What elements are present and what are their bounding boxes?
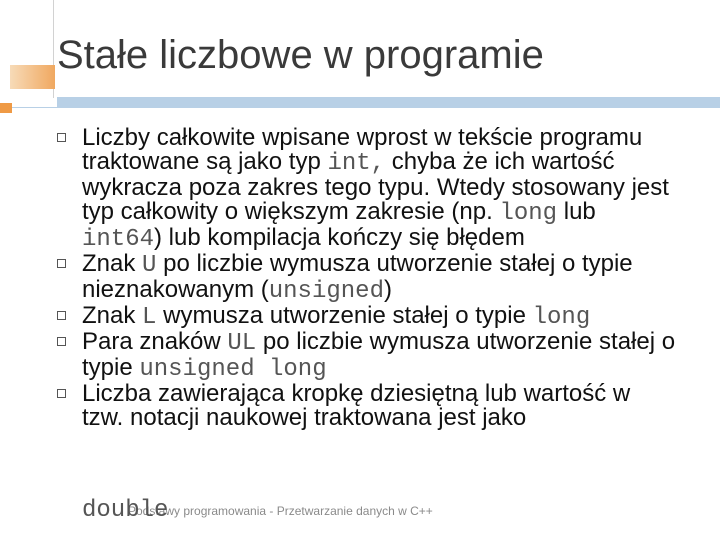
code-keyword: int64 — [82, 226, 155, 253]
square-bullet-icon — [57, 389, 66, 398]
bullet-item — [57, 252, 677, 304]
code-keyword: int, — [327, 150, 386, 177]
code-keyword: unsigned — [268, 278, 384, 305]
bullet-text — [82, 250, 633, 303]
text-run: Para znaków — [82, 328, 228, 355]
text-run: po liczbie wymusza utworzenie stałej o typie nieznakowanym ( — [82, 250, 633, 303]
bullet-item — [57, 304, 677, 330]
text-run: Liczba zawierająca kropkę dziesiętną lub wartość w tzw. notacji naukowej traktowana jest jako — [82, 380, 631, 431]
text-run: ) lub kompilacja kończy się błędem — [154, 224, 525, 251]
square-bullet-icon — [57, 133, 66, 142]
square-bullet-icon — [57, 337, 66, 346]
code-keyword: long — [499, 200, 558, 227]
slide-title: Stałe liczbowe w programie — [57, 33, 544, 77]
code-keyword: L — [142, 304, 157, 331]
slide-footer: Podstawy programowania - Przetwarzanie danych w C++ — [128, 504, 433, 518]
code-keyword: UL — [227, 330, 257, 357]
bullet-text — [82, 302, 590, 329]
bullet-item — [57, 126, 677, 252]
square-bullet-icon — [57, 259, 66, 268]
decor-blue-line — [12, 107, 720, 108]
code-keyword: long — [532, 304, 591, 331]
bullet-list — [57, 126, 677, 430]
code-keyword: U — [142, 252, 157, 279]
decor-orange-block — [10, 65, 55, 89]
text-run: ) — [383, 276, 392, 303]
decor-blue-bar — [57, 97, 720, 107]
square-bullet-icon — [57, 311, 66, 320]
text-run: chyba że ich wartość wykracza poza zakres tego typu. Wtedy stosowany jest typ całkowity o większym zakresie (np. — [82, 148, 669, 225]
text-run: wymusza utworzenie stałej o typie — [156, 302, 533, 329]
text-run: Znak — [82, 250, 143, 277]
text-run: lub — [557, 198, 596, 225]
text-run: Liczby całkowite wpisane wprost w tekście programu traktowane są jako typ — [82, 124, 643, 175]
code-keyword: unsigned long — [139, 356, 327, 383]
bullet-item — [57, 382, 677, 430]
text-run: Znak — [82, 302, 143, 329]
bullet-text — [82, 380, 630, 431]
decor-orange-marker — [0, 103, 12, 113]
text-run: po liczbie wymusza utworzenie stałej o typie — [82, 328, 676, 381]
bullet-text — [82, 124, 669, 251]
bullet-item — [57, 330, 677, 382]
bullet-text — [82, 328, 675, 381]
code-double: double — [82, 497, 169, 524]
